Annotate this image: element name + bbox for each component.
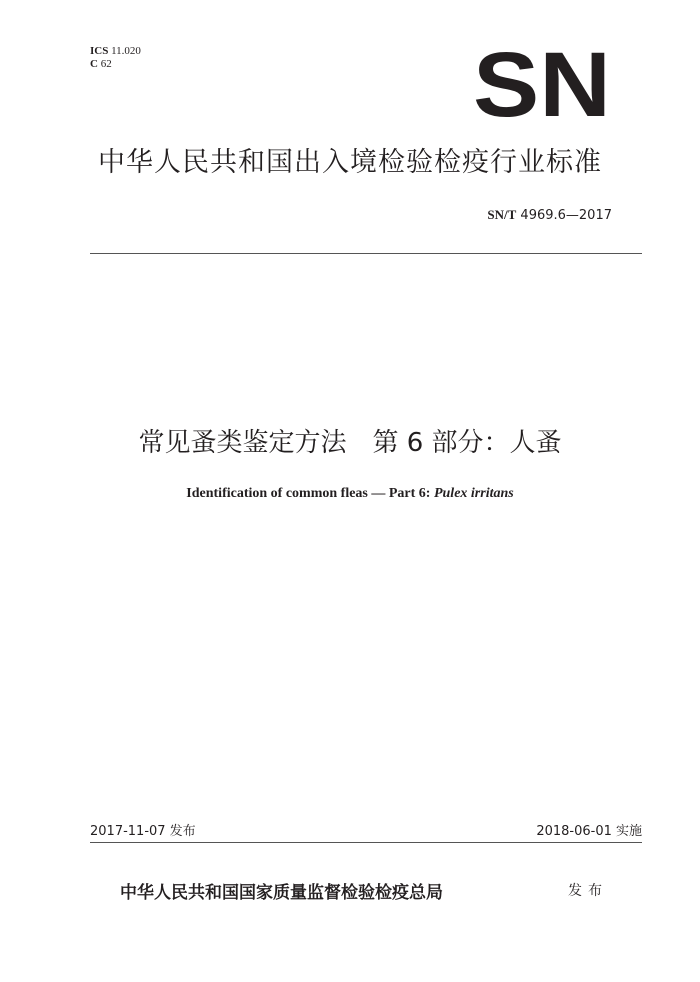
title-chinese xyxy=(0,422,700,459)
ccs-code xyxy=(90,58,141,71)
standard-number xyxy=(487,207,612,223)
ics-label: ICS xyxy=(90,45,109,57)
issue-date: 2017-11-07 发布 xyxy=(90,824,196,839)
industry-standard-name: 中华人民共和国出入境检验检疫行业标准 xyxy=(98,147,602,178)
title-english xyxy=(0,486,700,502)
standard-code: 4969.6—2017 xyxy=(520,208,612,223)
logo-text: SN xyxy=(473,50,611,118)
sn-logo xyxy=(472,50,612,118)
issuing-authority: 中华人民共和国国家质量监督检验检疫总局 xyxy=(120,883,443,903)
title-chinese-main: 常见蚤类鉴定方法 xyxy=(138,428,347,458)
ccs-value: 62 xyxy=(100,58,112,70)
implementation-date: 2018-06-01 实施 xyxy=(536,824,642,839)
ics-code xyxy=(90,45,141,58)
standard-prefix: SN/T xyxy=(487,207,517,222)
title-english-species: Pulex irritans xyxy=(433,486,514,501)
ics-value: 11.020 xyxy=(111,45,141,57)
title-chinese-part: 第 6 部分：人蚤 xyxy=(372,428,562,458)
ccs-label: C xyxy=(90,58,98,70)
bottom-divider xyxy=(90,842,642,843)
title-english-main: Identification of common fleas — Part 6: xyxy=(186,486,434,501)
top-divider xyxy=(90,253,642,254)
classification-codes xyxy=(90,45,141,71)
issue-action: 发布 xyxy=(568,883,608,899)
